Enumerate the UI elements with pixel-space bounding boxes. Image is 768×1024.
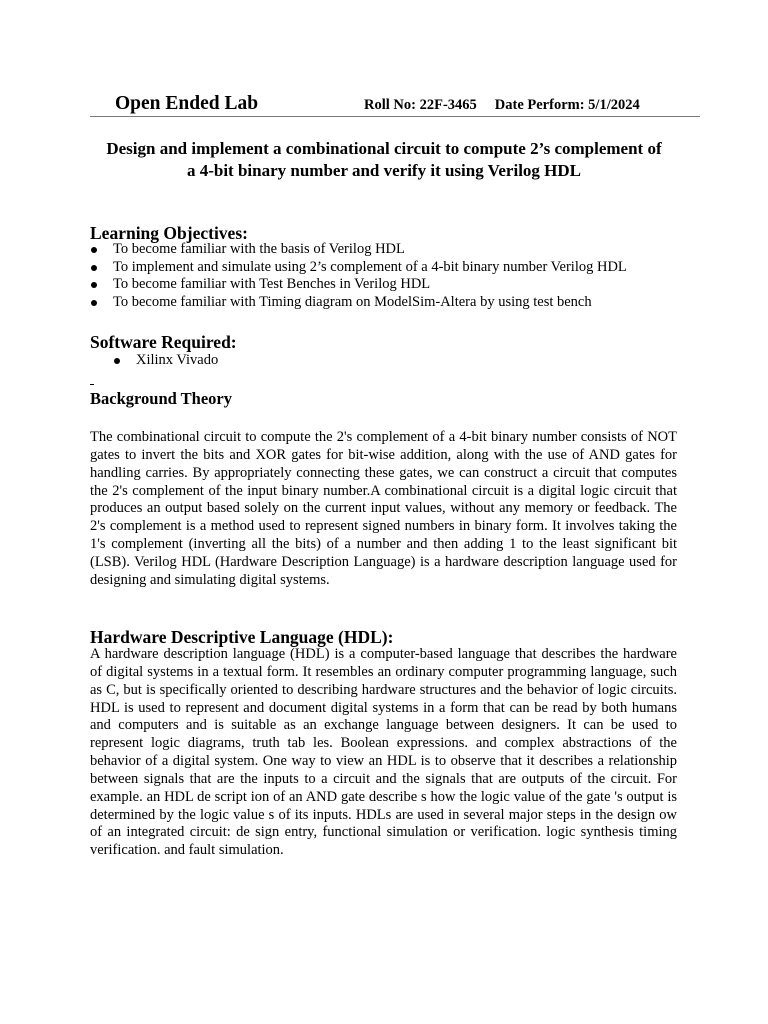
list-item: Xilinx Vivado: [136, 352, 218, 370]
bullet-icon: [91, 300, 97, 306]
title-line-2: a 4-bit binary number and verify it using Verilog HDL: [186, 161, 582, 180]
date-value: 5/1/2024: [588, 97, 640, 113]
list-item: To become familiar with Timing diagram on ModelSim-Altera by using test bench: [113, 294, 627, 312]
roll-label: Roll No:: [364, 97, 416, 113]
date-label: Date Perform:: [494, 97, 585, 113]
list-item: To become familiar with the basis of Verilog HDL: [113, 241, 627, 259]
hdl-heading: Hardware Descriptive Language (HDL):: [90, 627, 394, 647]
software-required-heading: Software Required:: [90, 332, 237, 352]
lab-title: Open Ended Lab: [115, 93, 259, 114]
background-theory-heading: Background Theory: [90, 389, 232, 408]
bullet-icon: [91, 247, 97, 253]
list-item: To become familiar with Test Benches in Verilog HDL: [113, 276, 627, 294]
document-title: [90, 138, 678, 182]
software-list: [136, 352, 218, 370]
learning-objectives-heading: Learning Objectives:: [90, 223, 248, 243]
stray-mark: [90, 384, 94, 385]
learning-objectives-list: [113, 241, 627, 312]
bullet-icon: [91, 265, 97, 271]
header-meta: [364, 97, 640, 114]
bullet-icon: [114, 358, 120, 364]
hdl-paragraph: A hardware description language (HDL) is a computer-based language that describes the hardware of digital systems in a textual form. It resembles an ordinary computer programming language, such as C, but is specifically oriented to describing hardware structures and the behavior of logic circuits. HDL is used to represent and document digital systems in a form that can be read by both humans and computers and is suitable as an exchange language between designers. It can be used to represent logic diagrams, truth tab les. Boolean expressions. and complex abstractions of the behavior of a digital system. One way to view an HDL is to observe that it describes a relationship between signals that are the inputs to a circuit and the signals that are outputs of the circuit. For example. an HDL de script ion of an AND gate describe s how the logic value of the gate 's output is determined by the logic value s of its inputs. HDLs are used in several major steps in the design ow of an integrated circuit: de sign entry, functional simulation or verification. logic synthesis timing verification. and fault simulation.: [90, 646, 677, 859]
title-line-1: Design and implement a combinational circuit to compute 2’s complement of: [106, 139, 662, 158]
bullet-icon: [91, 282, 97, 288]
header-divider: [90, 116, 700, 117]
roll-value: 22F-3465: [419, 97, 477, 113]
list-item: To implement and simulate using 2’s complement of a 4-bit binary number Verilog HDL: [113, 259, 627, 277]
background-theory-paragraph: The combinational circuit to compute the 2's complement of a 4-bit binary number consists of NOT gates to invert the bits and XOR gates for bit-wise addition, along with the use of AND gates for handling carries. By appropriately connecting these gates, we can construct a circuit that computes the 2's complement of the input binary number.A combinational circuit is a digital logic circuit that produces an output based solely on the current input values, without any memory or feedback. The 2's complement is a method used to represent signed numbers in binary form. It involves taking the 1's complement (inverting all the bits) of a number and then adding 1 to the least significant bit (LSB). Verilog HDL (Hardware Description Language) is a hardware description language used for designing and simulating digital systems.: [90, 429, 677, 588]
